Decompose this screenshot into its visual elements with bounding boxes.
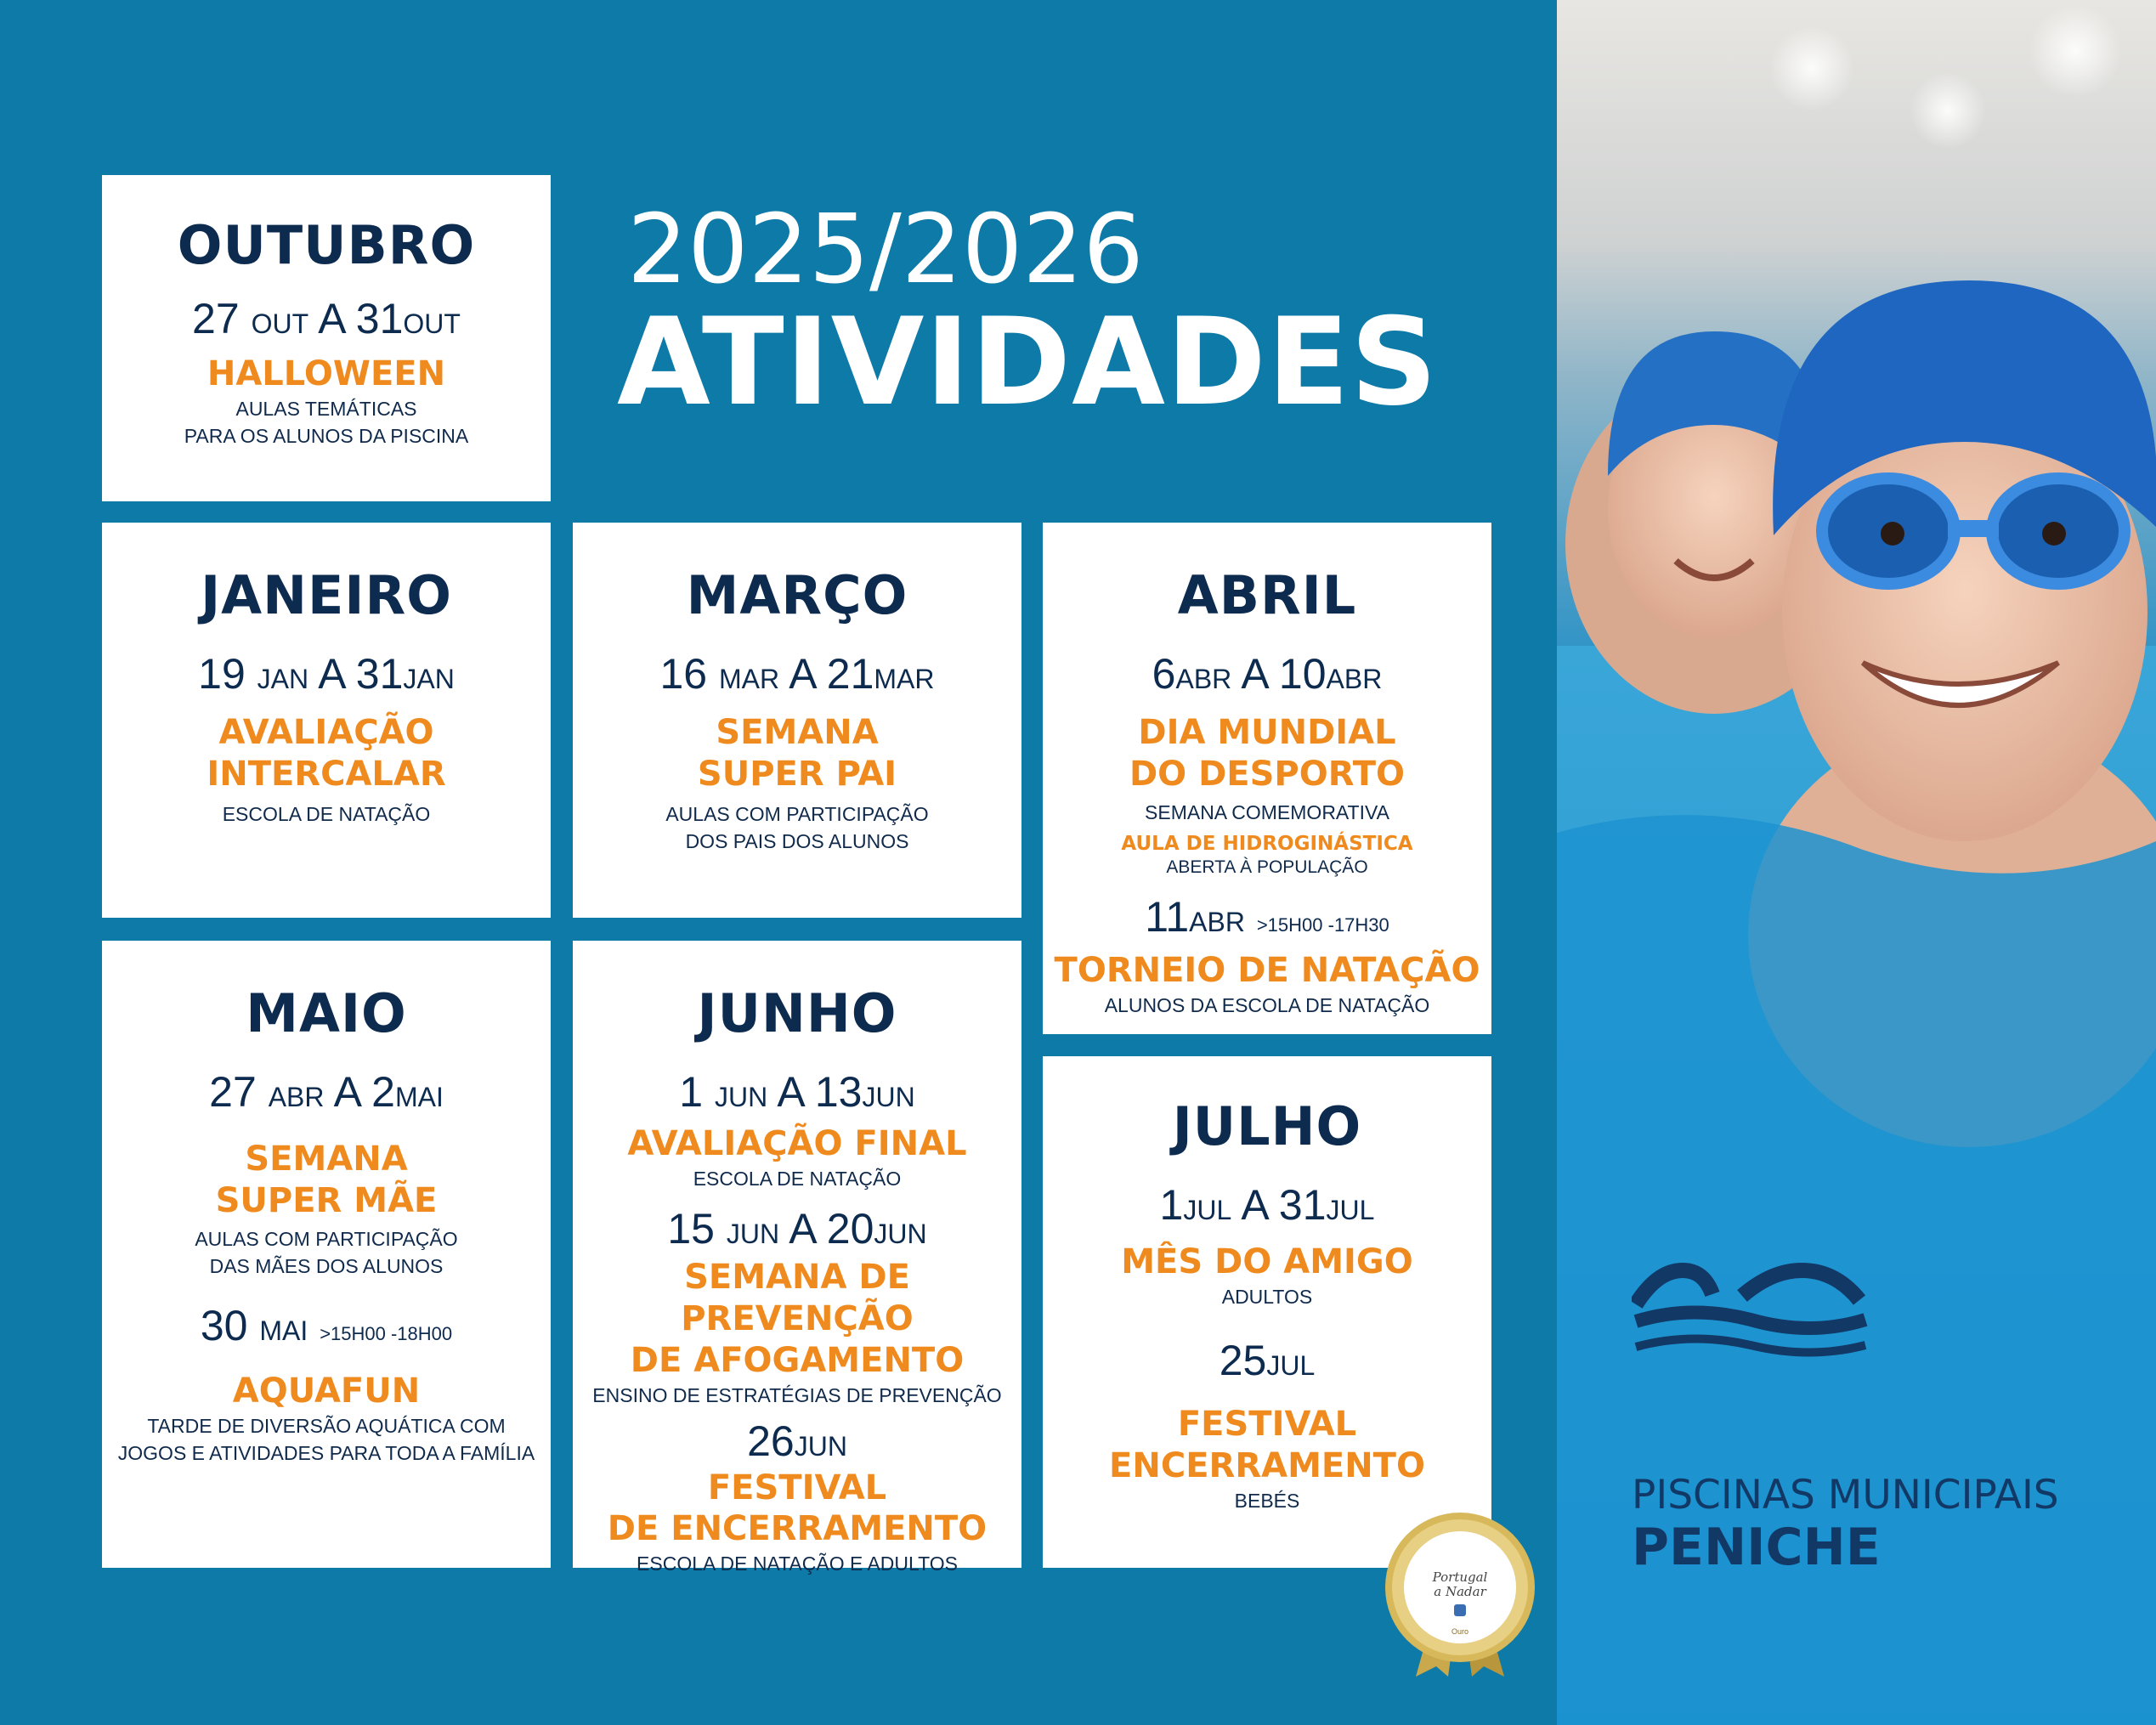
event-title: SUPER MÃE (215, 1180, 438, 1220)
event-desc: DOS PAIS DOS ALUNOS (685, 830, 909, 853)
event-title: HALLOWEEN (207, 354, 446, 393)
month-abbr: ABR (268, 1082, 325, 1112)
event-title: AQUAFUN (232, 1371, 421, 1411)
separator: A (318, 295, 344, 342)
event-title: SEMANA (716, 713, 879, 752)
event-title: DE ENCERRAMENTO (607, 1509, 987, 1549)
swimmers-photo (1557, 0, 2156, 1725)
date-range (1043, 650, 1491, 698)
day: 20 (826, 1205, 874, 1253)
card-maio (102, 941, 551, 1568)
day: 31 (355, 295, 404, 342)
day: 1 (1159, 1181, 1184, 1229)
day: 21 (826, 650, 874, 698)
piscinas-logo-icon (1632, 1262, 1870, 1466)
ceiling-light (1769, 25, 1854, 110)
date-single (1043, 1337, 1491, 1385)
day: 25 (1219, 1337, 1267, 1385)
date-time (102, 1301, 551, 1349)
month-abbr: JUL (1183, 1195, 1232, 1225)
day: 2 (371, 1068, 395, 1116)
separator: A (789, 650, 815, 698)
day: 31 (355, 650, 404, 698)
event-title: AVALIAÇÃO FINAL (627, 1124, 967, 1163)
event-title: DE AFOGAMENTO (630, 1341, 965, 1381)
month-abbr: JAN (403, 664, 455, 694)
month-abbr: OUT (403, 308, 461, 339)
event-title: SEMANA DE PREVENÇÃO (681, 1258, 914, 1339)
svg-text:a Nadar: a Nadar (1434, 1584, 1486, 1599)
day: 30 (200, 1301, 248, 1349)
event-desc: BEBÉS (1234, 1490, 1300, 1513)
event-title: SEMANA (245, 1140, 408, 1179)
logo-line2: PENICHE (1632, 1518, 1881, 1577)
event-desc: ENSINO DE ESTRATÉGIAS DE PREVENÇÃO (592, 1383, 1002, 1406)
separator: A (318, 650, 344, 698)
event-title: SUPER PAI (697, 754, 897, 794)
date-range (573, 1068, 1021, 1116)
event-title: ENCERRAMENTO (1109, 1446, 1425, 1486)
season-year: 2025/2026 (627, 195, 1144, 305)
month-abbr: JUN (794, 1430, 847, 1462)
date-range (573, 650, 1021, 698)
day: 11 (1145, 893, 1190, 942)
month-label: OUTUBRO (177, 214, 476, 276)
event-desc: AULAS TEMÁTICAS (235, 397, 417, 420)
certification-seal-icon (1375, 1507, 1545, 1677)
card-julho (1043, 1056, 1491, 1568)
month-label: MARÇO (686, 564, 908, 626)
day: 16 (659, 650, 708, 698)
month-abbr: JUL (1326, 1195, 1375, 1225)
day: 27 (192, 295, 240, 342)
month-abbr: JUN (715, 1082, 768, 1112)
time-range: >15H00 -17H30 (1256, 914, 1389, 936)
day: 26 (747, 1417, 795, 1465)
time-range: >15H00 -18H00 (320, 1322, 453, 1344)
month-abbr: MAI (394, 1082, 444, 1112)
event-title: DIA MUNDIAL (1138, 713, 1396, 752)
month-abbr: MAI (259, 1315, 308, 1346)
fpn-emblem-icon (1454, 1604, 1466, 1616)
event-desc: SEMANA COMEMORATIVA (1145, 800, 1389, 823)
month-abbr: JUL (1266, 1350, 1316, 1382)
month-label: JUNHO (697, 982, 897, 1044)
day: 10 (1278, 650, 1327, 698)
day: 31 (1278, 1181, 1327, 1229)
day: 1 (679, 1068, 704, 1116)
separator: A (1241, 1181, 1267, 1229)
card-marco (573, 523, 1021, 918)
seal-script: Portugal (1432, 1569, 1488, 1585)
event-title: AVALIAÇÃO (218, 713, 434, 752)
month-abbr: MAR (874, 664, 935, 694)
event-title: DO DESPORTO (1129, 754, 1406, 794)
event-title-small: AULA DE HIDROGINÁSTICA (1121, 833, 1413, 856)
event-desc: PARA OS ALUNOS DA PISCINA (184, 425, 469, 448)
event-desc: ESCOLA DE NATAÇÃO E ADULTOS (637, 1552, 958, 1575)
event-desc: JOGOS E ATIVIDADES PARA TODA A FAMÍLIA (117, 1442, 535, 1465)
eye (2042, 522, 2066, 546)
month-label: ABRIL (1177, 564, 1357, 626)
month-abbr: JUN (726, 1219, 780, 1250)
month-abbr: ABR (1326, 664, 1383, 694)
month-abbr: JUN (874, 1219, 927, 1250)
event-title: MÊS DO AMIGO (1121, 1242, 1413, 1281)
event-desc: ABERTA À POPULAÇÃO (1166, 857, 1368, 878)
card-janeiro (102, 523, 551, 918)
separator: A (777, 1068, 803, 1116)
card-abril (1043, 523, 1491, 1034)
date-range (102, 1068, 551, 1116)
event-title: TORNEIO DE NATAÇÃO (1054, 951, 1480, 991)
month-label: JANEIRO (201, 564, 452, 626)
event-title: FESTIVAL (1177, 1405, 1357, 1445)
event-desc: DAS MÃES DOS ALUNOS (209, 1255, 444, 1278)
month-abbr: ABR (1175, 664, 1232, 694)
month-abbr: OUT (251, 308, 309, 339)
day: 6 (1152, 650, 1176, 698)
date-range (102, 297, 551, 340)
event-desc: ADULTOS (1221, 1285, 1313, 1308)
month-abbr: JAN (257, 664, 309, 694)
date-range (1043, 1181, 1491, 1229)
logo-line1: PISCINAS MUNICIPAIS (1632, 1472, 2059, 1519)
event-desc: AULAS COM PARTICIPAÇÃO (665, 802, 929, 825)
ceiling-light (1910, 72, 1986, 149)
seal-level: Ouro (1451, 1627, 1469, 1636)
day: 27 (209, 1068, 257, 1116)
month-abbr: ABR (1189, 907, 1245, 938)
event-desc: TARDE DE DIVERSÃO AQUÁTICA COM (147, 1414, 506, 1437)
page-title: ATIVIDADES (617, 292, 1439, 433)
event-desc: ESCOLA DE NATAÇÃO (693, 1167, 902, 1190)
date-range (102, 650, 551, 698)
date-single (573, 1417, 1021, 1465)
day: 13 (814, 1068, 863, 1116)
eye (1881, 522, 1904, 546)
event-desc: ALUNOS DA ESCOLA DE NATAÇÃO (1104, 993, 1430, 1016)
event-title: FESTIVAL (707, 1468, 887, 1507)
date-time (1043, 893, 1491, 942)
separator: A (333, 1068, 360, 1116)
month-label: MAIO (246, 982, 407, 1044)
event-desc: ESCOLA DE NATAÇÃO (222, 802, 431, 825)
event-desc: AULAS COM PARTICIPAÇÃO (195, 1227, 458, 1250)
ceiling-light (2029, 4, 2122, 98)
separator: A (789, 1205, 815, 1253)
date-range (573, 1205, 1021, 1253)
event-title: INTERCALAR (207, 754, 446, 794)
month-abbr: MAR (719, 664, 780, 694)
separator: A (1241, 650, 1267, 698)
card-outubro (102, 175, 551, 501)
swimmers-illustration (1557, 0, 2156, 1725)
day: 19 (198, 650, 246, 698)
day: 15 (667, 1205, 715, 1253)
month-abbr: JUN (862, 1082, 915, 1112)
card-junho (573, 941, 1021, 1575)
month-label: JULHO (1172, 1095, 1362, 1157)
